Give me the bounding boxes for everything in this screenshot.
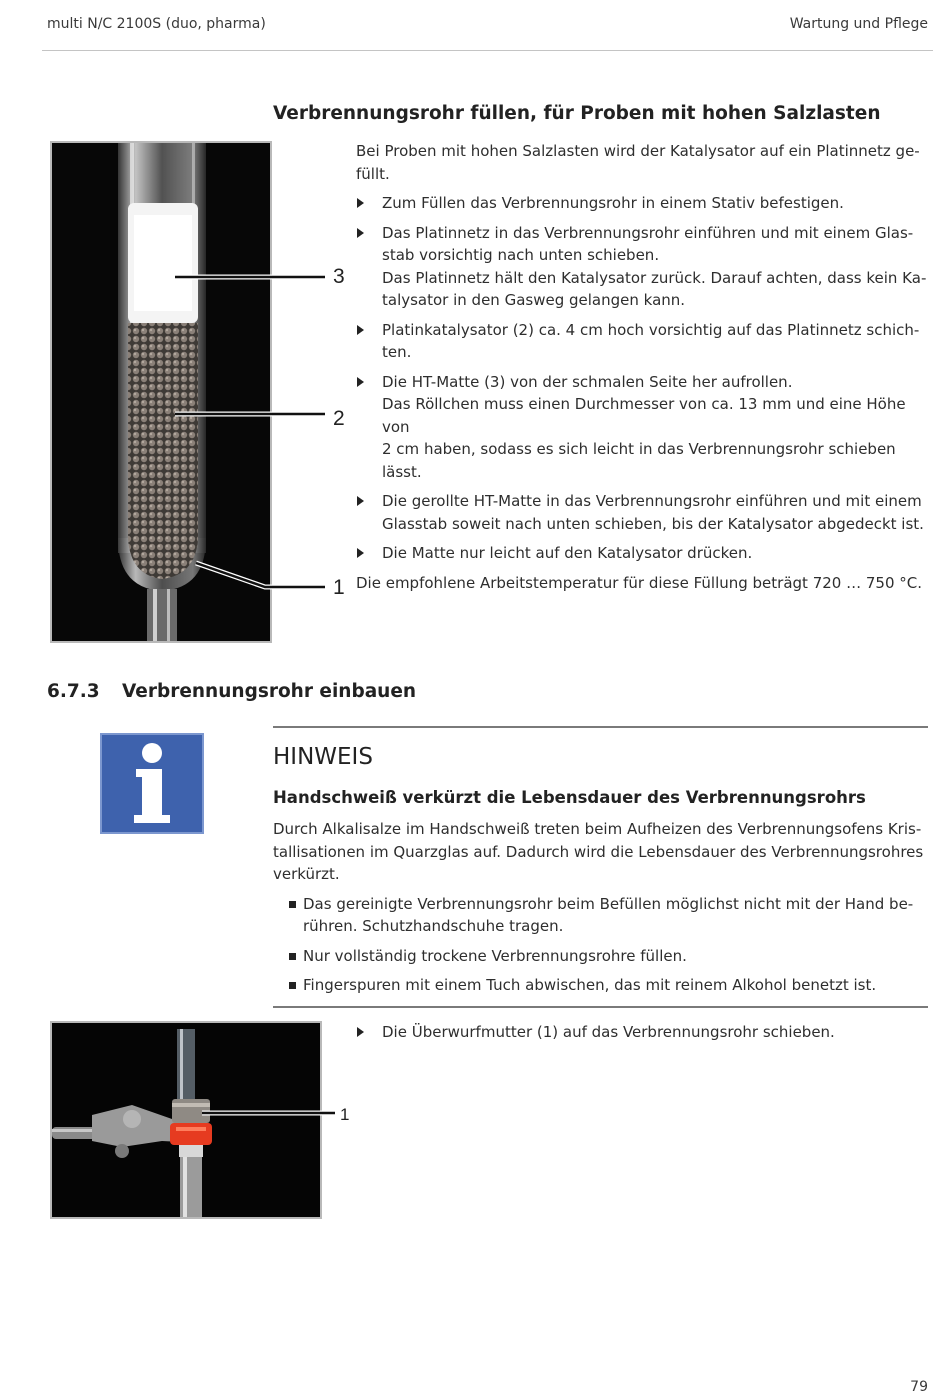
- step-line: Das Platinnetz in das Verbrennungsrohr einführen und mit einem Glas-: [382, 223, 914, 242]
- step-line: Zum Füllen das Verbrennungsrohr in einem Stativ befestigen.: [382, 194, 844, 212]
- procedure-step: [356, 192, 931, 215]
- header-document-title: multi N/C 2100S (duo, pharma): [47, 16, 266, 32]
- bullet-line: rühren. Schutzhandschuhe tragen.: [303, 917, 564, 935]
- notice-bullet: [273, 893, 928, 938]
- notice-heading: HINWEIS: [273, 744, 373, 770]
- step-line: Das Platinnetz hält den Katalysator zurück. Darauf achten, dass kein Ka-: [382, 268, 927, 287]
- step-line: 2 cm haben, sodass es sich leicht in das Verbrennungsrohr schieben lässt.: [382, 440, 896, 481]
- procedure-step: [356, 1021, 931, 1044]
- square-bullet-icon: [289, 901, 296, 908]
- figure-callout-nut: 1: [340, 1105, 350, 1124]
- procedure-step: [356, 542, 931, 565]
- step-line: talysator in den Gasweg gelangen kann.: [382, 291, 686, 309]
- section-title-fill-tube: Verbrennungsrohr füllen, für Proben mit hohen Salzlasten: [273, 103, 881, 124]
- notice-content: [273, 818, 928, 997]
- arrow-bullet-icon: [357, 325, 364, 335]
- install-steps: [356, 1021, 931, 1044]
- step-line: Die Matte nur leicht auf den Katalysator drücken.: [382, 544, 753, 562]
- section-number: 6.7.3: [47, 681, 100, 702]
- step-line: Die gerollte HT-Matte in das Verbrennungsrohr einführen und mit einem: [382, 492, 922, 510]
- arrow-bullet-icon: [357, 496, 364, 506]
- procedure-steps: [356, 192, 931, 565]
- arrow-bullet-icon: [357, 228, 364, 238]
- arrow-bullet-icon: [357, 377, 364, 387]
- section1-content: [356, 140, 931, 594]
- notice-top-rule: [273, 726, 928, 728]
- bullet-line: Nur vollständig trockene Verbrennungsrohre füllen.: [303, 946, 687, 965]
- notice-subtitle: Handschweiß verkürzt die Lebensdauer des Verbrennungsrohrs: [273, 788, 866, 807]
- figure-callout-1: 1: [333, 576, 345, 599]
- square-bullet-icon: [289, 982, 296, 989]
- header-divider: [42, 50, 933, 51]
- notice-bottom-rule: [273, 1006, 928, 1008]
- procedure-step: [356, 222, 931, 312]
- nut-callout-leader-line: [200, 1103, 340, 1123]
- step-line: Das Röllchen muss einen Durchmesser von ca. 13 mm und eine Höhe von: [382, 395, 906, 436]
- figure-callout-3: 3: [333, 265, 345, 288]
- notice-line: verkürzt.: [273, 865, 340, 883]
- notice-line: Durch Alkalisalze im Handschweiß treten beim Aufheizen des Verbrennungsofens Kris-: [273, 820, 922, 838]
- page-number: 79: [910, 1379, 928, 1395]
- arrow-bullet-icon: [357, 1027, 364, 1037]
- step-line: Glasstab soweit nach unten schieben, bis der Katalysator abgedeckt ist.: [382, 514, 924, 533]
- step-line: stab vorsichtig nach unten schieben.: [382, 246, 660, 264]
- notice-paragraph: [273, 818, 928, 886]
- intro-line: Bei Proben mit hohen Salzlasten wird der Katalysator auf ein Platinnetz ge-: [356, 142, 920, 160]
- intro-line: füllt.: [356, 164, 390, 183]
- header-chapter-title: Wartung und Pflege: [789, 16, 928, 32]
- figure-callout-2: 2: [333, 407, 345, 430]
- step-line: Die HT-Matte (3) von der schmalen Seite her aufrollen.: [382, 372, 793, 391]
- notice-bullets: [273, 893, 928, 997]
- intro-paragraph: [356, 140, 931, 185]
- step-line: Platinkatalysator (2) ca. 4 cm hoch vorsichtig auf das Platinnetz schich-: [382, 320, 920, 339]
- square-bullet-icon: [289, 953, 296, 960]
- procedure-step: [356, 319, 931, 364]
- section-title-install-tube: Verbrennungsrohr einbauen: [122, 681, 417, 702]
- arrow-bullet-icon: [357, 548, 364, 558]
- notice-bullet: [273, 945, 928, 968]
- arrow-bullet-icon: [357, 198, 364, 208]
- working-temperature-note: Die empfohlene Arbeitstemperatur für diese Füllung beträgt 720 … 750 °C.: [356, 573, 923, 592]
- step-line: ten.: [382, 343, 412, 361]
- procedure-step: [356, 371, 931, 484]
- step-line: Die Überwurfmutter (1) auf das Verbrennungsrohr schieben.: [382, 1023, 835, 1041]
- notice-line: tallisationen im Quarzglas auf. Dadurch wird die Lebensdauer des Verbrennungsrohres: [273, 842, 924, 861]
- callout-leader-lines: [120, 265, 335, 600]
- info-icon: [100, 733, 204, 834]
- procedure-step: [356, 490, 931, 535]
- bullet-line: Das gereinigte Verbrennungsrohr beim Befüllen möglichst nicht mit der Hand be-: [303, 894, 914, 913]
- notice-bullet: [273, 974, 928, 997]
- section3-content: [356, 1014, 931, 1044]
- bullet-line: Fingerspuren mit einem Tuch abwischen, das mit reinem Alkohol benetzt ist.: [303, 976, 877, 994]
